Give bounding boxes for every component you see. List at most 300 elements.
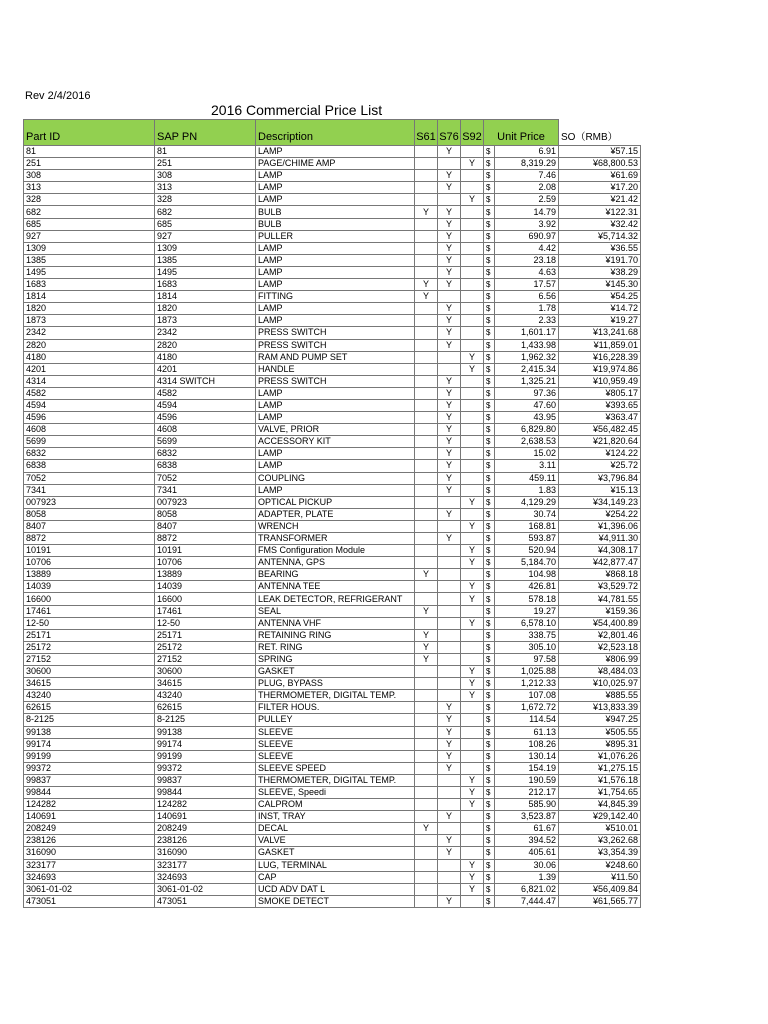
currency-symbol: $ <box>484 496 495 508</box>
s61-cell: Y <box>415 291 438 303</box>
description-cell: GASKET <box>256 666 415 678</box>
currency-symbol: $ <box>484 424 495 436</box>
description-cell: LAMP <box>256 279 415 291</box>
table-row <box>24 557 641 569</box>
part-id-cell: 1814 <box>24 291 155 303</box>
sap-pn-cell: 62615 <box>155 702 256 714</box>
part-id-cell: 8872 <box>24 533 155 545</box>
sap-pn-cell: 324693 <box>155 871 256 883</box>
rmb-price-cell: ¥510.01 <box>559 823 641 835</box>
sap-pn-cell: 43240 <box>155 690 256 702</box>
unit-price-cell: 4,129.29 <box>495 496 559 508</box>
part-id-cell: 25172 <box>24 641 155 653</box>
sap-pn-cell: 4180 <box>155 351 256 363</box>
currency-symbol: $ <box>484 412 495 424</box>
rmb-price-cell: ¥159.36 <box>559 605 641 617</box>
description-cell: TRANSFORMER <box>256 533 415 545</box>
s76-cell: Y <box>438 762 461 774</box>
unit-price-cell: 97.58 <box>495 653 559 665</box>
s76-cell: Y <box>438 315 461 327</box>
s76-cell: Y <box>438 266 461 278</box>
description-cell: SPRING <box>256 653 415 665</box>
s61-cell: Y <box>415 653 438 665</box>
rmb-price-cell: ¥10,025.97 <box>559 678 641 690</box>
s76-cell: Y <box>438 811 461 823</box>
part-id-cell: 10706 <box>24 557 155 569</box>
s61-cell <box>415 436 438 448</box>
unit-price-cell: 130.14 <box>495 750 559 762</box>
currency-symbol: $ <box>484 641 495 653</box>
part-id-cell: 8407 <box>24 520 155 532</box>
s61-cell <box>415 738 438 750</box>
description-cell: SMOKE DETECT <box>256 895 415 907</box>
s92-cell <box>461 641 484 653</box>
sap-pn-cell: 8872 <box>155 533 256 545</box>
table-row <box>24 375 641 387</box>
currency-symbol: $ <box>484 146 495 158</box>
currency-symbol: $ <box>484 545 495 557</box>
s61-cell <box>415 484 438 496</box>
rmb-price-cell: ¥68,800.53 <box>559 158 641 170</box>
unit-price-cell: 15.02 <box>495 448 559 460</box>
description-cell: PRESS SWITCH <box>256 327 415 339</box>
s61-cell <box>415 678 438 690</box>
s61-cell <box>415 847 438 859</box>
unit-price-cell: 8,319.29 <box>495 158 559 170</box>
s76-cell: Y <box>438 448 461 460</box>
sap-pn-cell: 4201 <box>155 363 256 375</box>
sap-pn-cell: 316090 <box>155 847 256 859</box>
s76-cell: Y <box>438 279 461 291</box>
currency-symbol: $ <box>484 399 495 411</box>
rmb-price-cell: ¥10,959.49 <box>559 375 641 387</box>
table-row <box>24 738 641 750</box>
description-cell: INST, TRAY <box>256 811 415 823</box>
part-id-cell: 473051 <box>24 895 155 907</box>
s92-cell <box>461 569 484 581</box>
s76-cell: Y <box>438 399 461 411</box>
s76-cell: Y <box>438 206 461 218</box>
part-id-cell: 5699 <box>24 436 155 448</box>
description-cell: LAMP <box>256 266 415 278</box>
currency-symbol: $ <box>484 194 495 206</box>
table-row <box>24 363 641 375</box>
table-row <box>24 847 641 859</box>
rmb-price-cell: ¥38.29 <box>559 266 641 278</box>
part-id-cell: 4594 <box>24 399 155 411</box>
table-row <box>24 520 641 532</box>
s92-cell: Y <box>461 774 484 786</box>
part-id-cell: 27152 <box>24 653 155 665</box>
rmb-price-cell: ¥2,523.18 <box>559 641 641 653</box>
s61-cell <box>415 508 438 520</box>
description-cell: LAMP <box>256 412 415 424</box>
unit-price-cell: 14.79 <box>495 206 559 218</box>
sap-pn-cell: 2820 <box>155 339 256 351</box>
currency-symbol: $ <box>484 242 495 254</box>
description-cell: LAMP <box>256 448 415 460</box>
rmb-price-cell: ¥885.55 <box>559 690 641 702</box>
unit-price-cell: 1,962.32 <box>495 351 559 363</box>
currency-symbol: $ <box>484 666 495 678</box>
description-cell: LAMP <box>256 460 415 472</box>
unit-price-cell: 7,444.47 <box>495 895 559 907</box>
rmb-price-cell: ¥16,228.39 <box>559 351 641 363</box>
part-id-cell: 4608 <box>24 424 155 436</box>
table-row <box>24 823 641 835</box>
sap-pn-cell: 208249 <box>155 823 256 835</box>
s61-cell <box>415 714 438 726</box>
description-cell: SLEEVE SPEED <box>256 762 415 774</box>
table-row <box>24 714 641 726</box>
s61-cell <box>415 254 438 266</box>
sap-pn-cell: 99837 <box>155 774 256 786</box>
currency-symbol: $ <box>484 762 495 774</box>
table-row <box>24 424 641 436</box>
description-cell: PAGE/CHIME AMP <box>256 158 415 170</box>
s61-cell <box>415 557 438 569</box>
s61-cell <box>415 533 438 545</box>
part-id-cell: 99844 <box>24 786 155 798</box>
description-cell: ADAPTER, PLATE <box>256 508 415 520</box>
s92-cell: Y <box>461 871 484 883</box>
table-row <box>24 666 641 678</box>
description-cell: UCD ADV DAT L <box>256 883 415 895</box>
s92-cell: Y <box>461 581 484 593</box>
part-id-cell: 14039 <box>24 581 155 593</box>
sap-pn-cell: 328 <box>155 194 256 206</box>
s92-cell <box>461 254 484 266</box>
description-cell: BULB <box>256 206 415 218</box>
s61-cell <box>415 835 438 847</box>
description-cell: SLEEVE <box>256 738 415 750</box>
table-row <box>24 206 641 218</box>
rmb-price-cell: ¥54.25 <box>559 291 641 303</box>
currency-symbol: $ <box>484 484 495 496</box>
s76-cell: Y <box>438 412 461 424</box>
rmb-price-cell: ¥947.25 <box>559 714 641 726</box>
currency-symbol: $ <box>484 569 495 581</box>
s76-cell: Y <box>438 327 461 339</box>
unit-price-cell: 305.10 <box>495 641 559 653</box>
rmb-price-cell: ¥806.99 <box>559 653 641 665</box>
currency-symbol: $ <box>484 835 495 847</box>
part-id-cell: 43240 <box>24 690 155 702</box>
part-id-cell: 3061-01-02 <box>24 883 155 895</box>
sap-pn-cell: 12-50 <box>155 617 256 629</box>
s61-cell <box>415 194 438 206</box>
sap-pn-cell: 473051 <box>155 895 256 907</box>
part-id-cell: 17461 <box>24 605 155 617</box>
s61-cell <box>415 218 438 230</box>
description-header: Description <box>256 120 415 146</box>
unit-price-cell: 1.83 <box>495 484 559 496</box>
table-row <box>24 158 641 170</box>
s61-cell <box>415 581 438 593</box>
part-id-header: Part ID <box>24 120 155 146</box>
description-cell: LAMP <box>256 315 415 327</box>
table-row <box>24 436 641 448</box>
description-cell: RAM AND PUMP SET <box>256 351 415 363</box>
rmb-price-cell: ¥2,801.46 <box>559 629 641 641</box>
table-row <box>24 726 641 738</box>
rmb-price-cell: ¥29,142.40 <box>559 811 641 823</box>
description-cell: GASKET <box>256 847 415 859</box>
unit-price-cell: 2.33 <box>495 315 559 327</box>
s61-cell <box>415 412 438 424</box>
currency-symbol: $ <box>484 690 495 702</box>
currency-symbol: $ <box>484 617 495 629</box>
part-id-cell: 62615 <box>24 702 155 714</box>
unit-price-cell: 338.75 <box>495 629 559 641</box>
s76-cell <box>438 823 461 835</box>
part-id-cell: 140691 <box>24 811 155 823</box>
sap-pn-cell: 99199 <box>155 750 256 762</box>
s76-cell: Y <box>438 230 461 242</box>
s76-cell <box>438 351 461 363</box>
currency-symbol: $ <box>484 581 495 593</box>
description-cell: ANTENNA TEE <box>256 581 415 593</box>
part-id-cell: 13889 <box>24 569 155 581</box>
sap-pn-cell: 4582 <box>155 387 256 399</box>
s92-cell: Y <box>461 496 484 508</box>
unit-price-cell: 5,184.70 <box>495 557 559 569</box>
table-row <box>24 762 641 774</box>
s92-cell <box>461 460 484 472</box>
unit-price-cell: 3,523.87 <box>495 811 559 823</box>
unit-price-cell: 17.57 <box>495 279 559 291</box>
s61-cell <box>415 762 438 774</box>
s76-cell: Y <box>438 436 461 448</box>
header-row <box>24 120 641 146</box>
table-row <box>24 339 641 351</box>
unit-price-cell: 593.87 <box>495 533 559 545</box>
part-id-cell: 1873 <box>24 315 155 327</box>
s76-cell: Y <box>438 484 461 496</box>
table-row <box>24 653 641 665</box>
s92-cell <box>461 315 484 327</box>
currency-symbol: $ <box>484 726 495 738</box>
sap-pn-cell: 3061-01-02 <box>155 883 256 895</box>
description-cell: LAMP <box>256 146 415 158</box>
rmb-price-cell: ¥122.31 <box>559 206 641 218</box>
s92-cell <box>461 339 484 351</box>
description-cell: LUG, TERMINAL <box>256 859 415 871</box>
s76-cell: Y <box>438 242 461 254</box>
description-cell: FILTER HOUS. <box>256 702 415 714</box>
s76-cell: Y <box>438 726 461 738</box>
table-row <box>24 412 641 424</box>
description-cell: LAMP <box>256 387 415 399</box>
sap-pn-cell: 682 <box>155 206 256 218</box>
part-id-cell: 7341 <box>24 484 155 496</box>
unit-price-cell: 1.78 <box>495 303 559 315</box>
description-cell: VALVE, PRIOR <box>256 424 415 436</box>
rmb-price-cell: ¥11,859.01 <box>559 339 641 351</box>
currency-symbol: $ <box>484 158 495 170</box>
description-cell: LAMP <box>256 399 415 411</box>
s76-cell <box>438 545 461 557</box>
s92-cell: Y <box>461 690 484 702</box>
s92-cell <box>461 811 484 823</box>
sap-pn-cell: 251 <box>155 158 256 170</box>
s92-cell <box>461 327 484 339</box>
unit-price-cell: 1,025.88 <box>495 666 559 678</box>
s61-header: S61 <box>415 120 438 146</box>
s76-cell <box>438 363 461 375</box>
unit-price-cell: 212.17 <box>495 786 559 798</box>
s61-cell <box>415 786 438 798</box>
s76-cell <box>438 883 461 895</box>
description-cell: HANDLE <box>256 363 415 375</box>
currency-symbol: $ <box>484 218 495 230</box>
s92-cell: Y <box>461 194 484 206</box>
table-row <box>24 315 641 327</box>
part-id-cell: 682 <box>24 206 155 218</box>
rmb-price-cell: ¥3,796.84 <box>559 472 641 484</box>
currency-symbol: $ <box>484 811 495 823</box>
s92-cell <box>461 835 484 847</box>
s92-cell <box>461 146 484 158</box>
part-id-cell: 251 <box>24 158 155 170</box>
unit-price-cell: 1,325.21 <box>495 375 559 387</box>
s76-cell <box>438 678 461 690</box>
unit-price-cell: 6.56 <box>495 291 559 303</box>
table-row <box>24 581 641 593</box>
s92-cell <box>461 399 484 411</box>
s61-cell <box>415 339 438 351</box>
currency-symbol: $ <box>484 883 495 895</box>
s76-cell <box>438 690 461 702</box>
sap-pn-cell: 99174 <box>155 738 256 750</box>
rmb-price-cell: ¥13,833.39 <box>559 702 641 714</box>
description-cell: LAMP <box>256 242 415 254</box>
unit-price-cell: 43.95 <box>495 412 559 424</box>
currency-symbol: $ <box>484 387 495 399</box>
currency-symbol: $ <box>484 799 495 811</box>
part-id-cell: 6832 <box>24 448 155 460</box>
unit-price-cell: 578.18 <box>495 593 559 605</box>
s76-cell: Y <box>438 375 461 387</box>
s92-cell <box>461 436 484 448</box>
table-row <box>24 593 641 605</box>
table-row <box>24 327 641 339</box>
s76-cell: Y <box>438 847 461 859</box>
currency-symbol: $ <box>484 327 495 339</box>
sap-pn-cell: 4596 <box>155 412 256 424</box>
s61-cell <box>415 617 438 629</box>
s61-cell <box>415 448 438 460</box>
unit-price-cell: 3.92 <box>495 218 559 230</box>
currency-symbol: $ <box>484 786 495 798</box>
description-cell: FMS Configuration Module <box>256 545 415 557</box>
table-row <box>24 786 641 798</box>
part-id-cell: 7052 <box>24 472 155 484</box>
part-id-cell: 99199 <box>24 750 155 762</box>
unit-price-cell: 61.67 <box>495 823 559 835</box>
s92-cell <box>461 303 484 315</box>
s92-cell <box>461 170 484 182</box>
s61-cell <box>415 859 438 871</box>
part-id-cell: 6838 <box>24 460 155 472</box>
unit-price-cell: 114.54 <box>495 714 559 726</box>
rmb-price-cell: ¥25.72 <box>559 460 641 472</box>
currency-symbol: $ <box>484 182 495 194</box>
s92-cell <box>461 533 484 545</box>
table-row <box>24 690 641 702</box>
s92-cell <box>461 412 484 424</box>
s76-cell <box>438 158 461 170</box>
table-row <box>24 750 641 762</box>
sap-pn-cell: 007923 <box>155 496 256 508</box>
s61-cell <box>415 387 438 399</box>
currency-symbol: $ <box>484 206 495 218</box>
currency-symbol: $ <box>484 436 495 448</box>
sap-pn-cell: 4594 <box>155 399 256 411</box>
s76-cell: Y <box>438 702 461 714</box>
sap-pn-cell: 30600 <box>155 666 256 678</box>
rmb-price-cell: ¥254.22 <box>559 508 641 520</box>
currency-symbol: $ <box>484 363 495 375</box>
currency-symbol: $ <box>484 871 495 883</box>
sap-pn-cell: 25172 <box>155 641 256 653</box>
table-row <box>24 678 641 690</box>
s76-cell: Y <box>438 895 461 907</box>
rmb-price-cell: ¥15.13 <box>559 484 641 496</box>
s92-cell: Y <box>461 799 484 811</box>
s92-cell <box>461 291 484 303</box>
description-cell: COUPLING <box>256 472 415 484</box>
s61-cell <box>415 545 438 557</box>
description-cell: LAMP <box>256 254 415 266</box>
currency-symbol: $ <box>484 508 495 520</box>
sap-pn-cell: 6832 <box>155 448 256 460</box>
table-row <box>24 182 641 194</box>
table-row <box>24 266 641 278</box>
sap-pn-cell: 1873 <box>155 315 256 327</box>
part-id-cell: 124282 <box>24 799 155 811</box>
revision-date: Rev 2/4/2016 <box>25 90 91 102</box>
part-id-cell: 30600 <box>24 666 155 678</box>
description-cell: ACCESSORY KIT <box>256 436 415 448</box>
s61-cell: Y <box>415 569 438 581</box>
table-row <box>24 242 641 254</box>
currency-symbol: $ <box>484 291 495 303</box>
sap-pn-cell: 124282 <box>155 799 256 811</box>
s76-cell <box>438 629 461 641</box>
table-row <box>24 569 641 581</box>
rmb-price-cell: ¥1,754.65 <box>559 786 641 798</box>
table-row <box>24 291 641 303</box>
unit-price-cell: 154.19 <box>495 762 559 774</box>
sap-pn-cell: 6838 <box>155 460 256 472</box>
sap-pn-cell: 1683 <box>155 279 256 291</box>
rmb-price-cell: ¥145.30 <box>559 279 641 291</box>
s61-cell <box>415 351 438 363</box>
sap-pn-cell: 4608 <box>155 424 256 436</box>
sap-pn-cell: 17461 <box>155 605 256 617</box>
part-id-cell: 99372 <box>24 762 155 774</box>
s76-cell <box>438 496 461 508</box>
rmb-price-cell: ¥57.15 <box>559 146 641 158</box>
s61-cell <box>415 883 438 895</box>
s61-cell <box>415 750 438 762</box>
unit-price-cell: 190.59 <box>495 774 559 786</box>
part-id-cell: 324693 <box>24 871 155 883</box>
description-cell: LAMP <box>256 194 415 206</box>
s92-cell <box>461 508 484 520</box>
part-id-cell: 12-50 <box>24 617 155 629</box>
